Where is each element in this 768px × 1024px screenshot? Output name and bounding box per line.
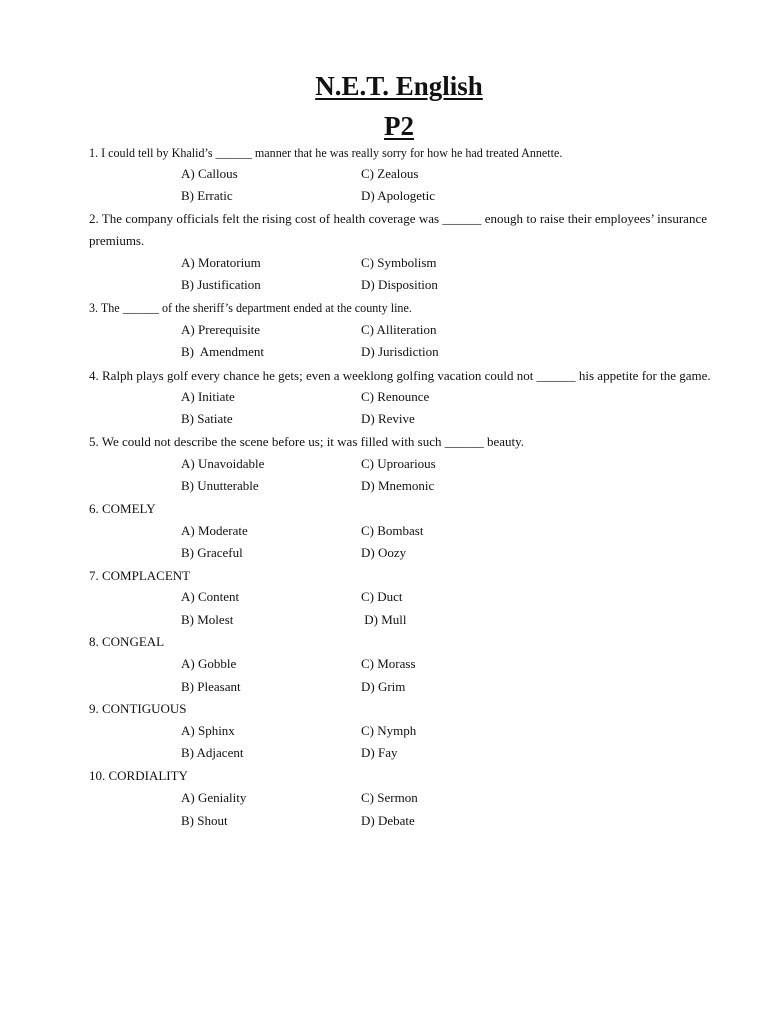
q9-option-c: C) Nymph <box>361 723 417 738</box>
q4-option-d: D) Revive <box>361 411 415 426</box>
q2-option-c: C) Symbolism <box>361 255 437 270</box>
question-2-text: 2. The company officials felt the rising cost of health coverage was ______ enough to raise their employees’ insurance premiums. <box>89 211 707 248</box>
question-1-text: 1. I could tell by Khalid’s ______ manner that he was really sorry for how he had treated Annette. <box>89 145 563 160</box>
question-7-text: 7. COMPLACENT <box>89 568 191 583</box>
q8-option-c: C) Morass <box>361 656 416 671</box>
q7-option-b: B) Molest <box>181 612 234 627</box>
q4-option-c: C) Renounce <box>361 389 430 404</box>
question-8-text: 8. CONGEAL <box>89 634 165 649</box>
page-title: N.E.T. English <box>315 71 483 101</box>
question-10-text: 10. CORDIALITY <box>89 768 188 783</box>
question-5-text: 5. We could not describe the scene before us; it was filled with such ______ beauty. <box>89 434 525 449</box>
q1-option-b: B) Erratic <box>181 188 233 203</box>
q7-option-a: A) Content <box>181 589 240 604</box>
q3-option-a: A) Prerequisite <box>181 322 261 337</box>
q4-option-a: A) Initiate <box>181 389 235 404</box>
q6-option-d: D) Oozy <box>361 545 407 560</box>
q5-option-d: D) Mnemonic <box>361 478 435 493</box>
question-6-text: 6. COMELY <box>89 501 156 516</box>
q8-option-b: B) Pleasant <box>181 679 241 694</box>
q2-option-a: A) Moratorium <box>181 255 261 270</box>
q5-option-c: C) Uproarious <box>361 456 436 471</box>
q3-option-c: C) Alliteration <box>361 322 437 337</box>
q10-option-d: D) Debate <box>361 813 415 828</box>
q9-option-a: A) Sphinx <box>181 723 235 738</box>
q10-option-b: B) Shout <box>181 813 228 828</box>
q2-option-b: B) Justification <box>181 277 261 292</box>
q8-option-a: A) Gobble <box>181 656 237 671</box>
q7-option-d: D) Mull <box>361 612 407 627</box>
q3-option-b: B) Amendment <box>181 344 265 359</box>
q1-option-a: A) Callous <box>181 166 238 181</box>
q8-option-d: D) Grim <box>361 679 406 694</box>
q6-option-c: C) Bombast <box>361 523 424 538</box>
question-3-text: 3. The ______ of the sheriff’s department ended at the county line. <box>89 300 412 315</box>
q1-option-d: D) Apologetic <box>361 188 436 203</box>
page-subtitle: P2 <box>384 111 414 141</box>
q9-option-d: D) Fay <box>361 745 398 760</box>
q6-option-b: B) Graceful <box>181 545 243 560</box>
q2-option-d: D) Disposition <box>361 277 438 292</box>
question-4-text: 4. Ralph plays golf every chance he gets; even a weeklong golfing vacation could not ______ his appetite for the game. <box>89 368 711 383</box>
q6-option-a: A) Moderate <box>181 523 248 538</box>
q5-option-b: B) Unutterable <box>181 478 259 493</box>
question-9-text: 9. CONTIGUOUS <box>89 701 187 716</box>
q10-option-a: A) Geniality <box>181 790 247 805</box>
q3-option-d: D) Jurisdiction <box>361 344 439 359</box>
q9-option-b: B) Adjacent <box>181 745 244 760</box>
q5-option-a: A) Unavoidable <box>181 456 265 471</box>
q7-option-c: C) Duct <box>361 589 403 604</box>
q4-option-b: B) Satiate <box>181 411 233 426</box>
q1-option-c: C) Zealous <box>361 166 419 181</box>
q10-option-c: C) Sermon <box>361 790 418 805</box>
